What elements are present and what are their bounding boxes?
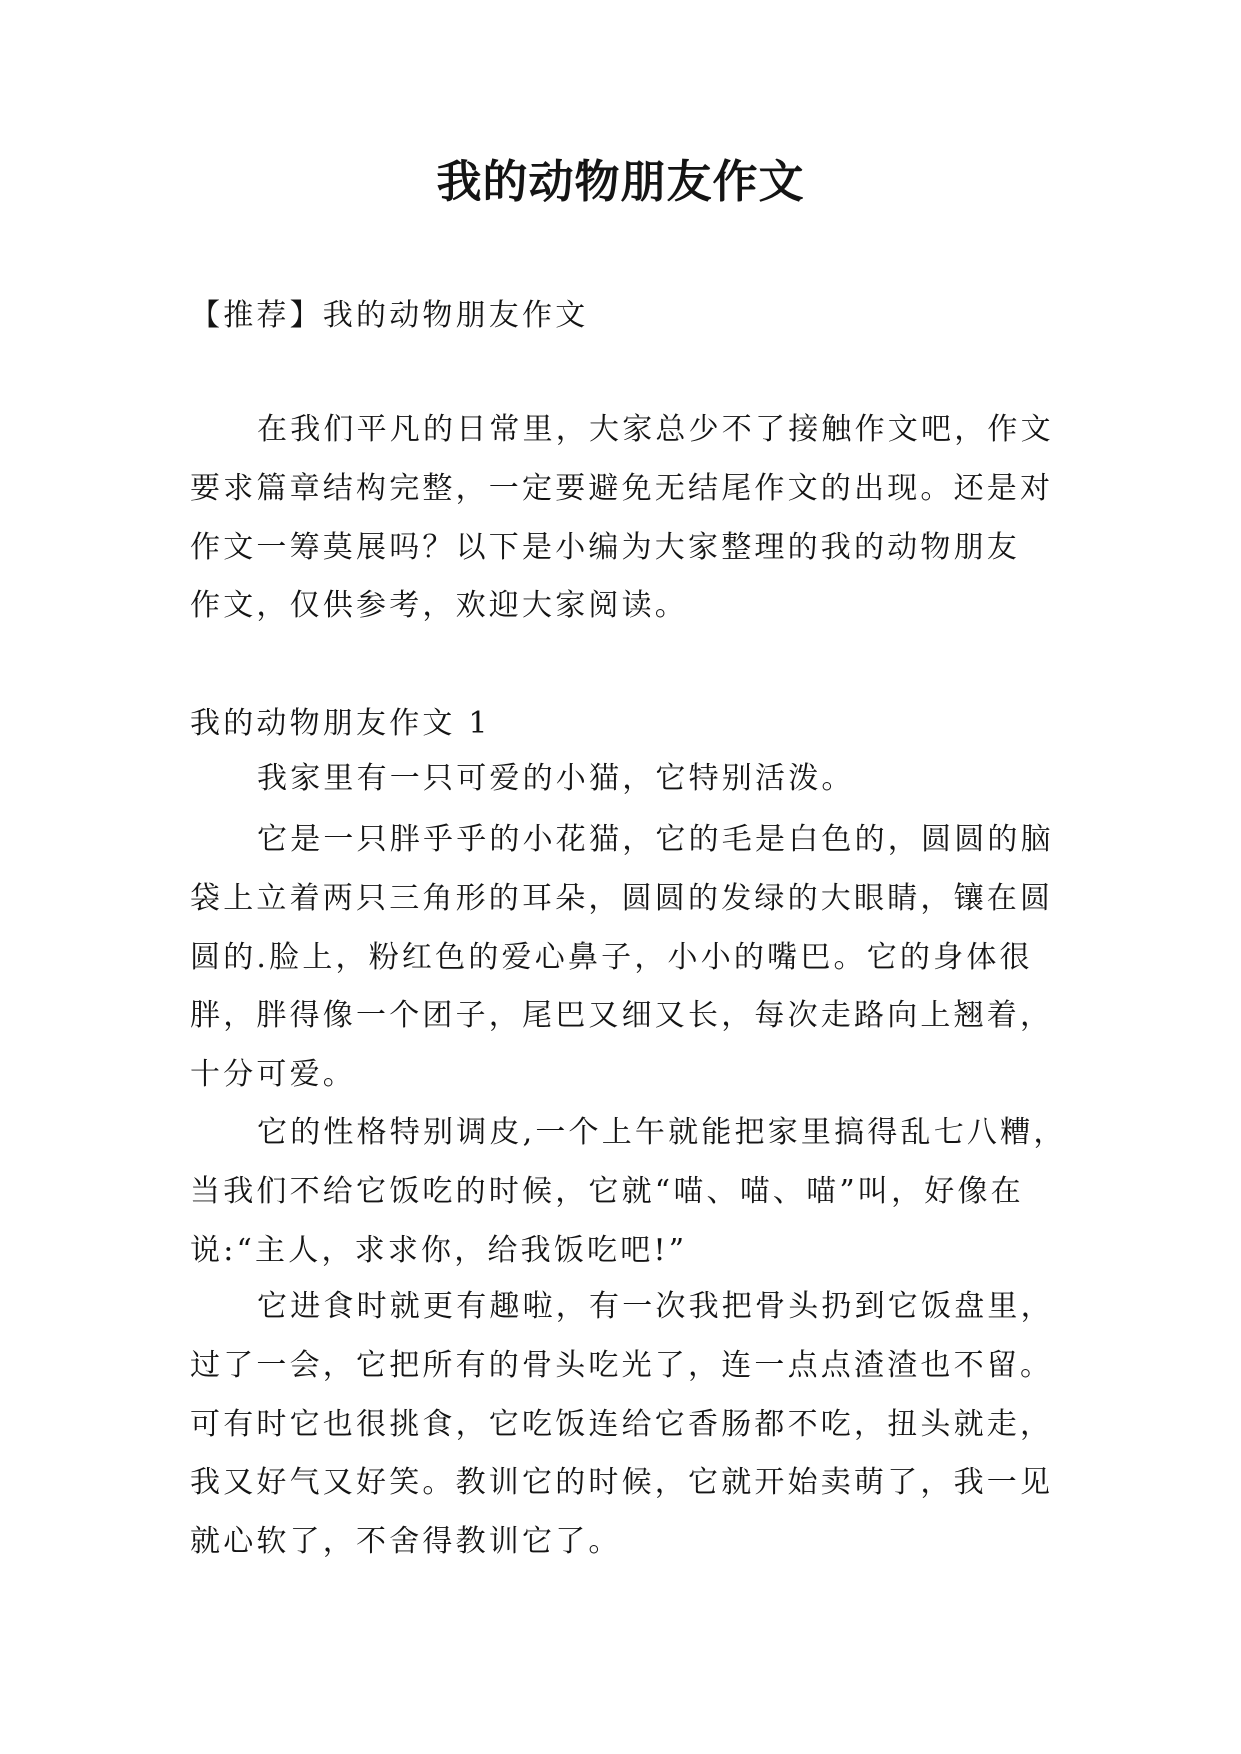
document-title: 我的动物朋友作文: [436, 155, 805, 208]
paragraph-line: 它的性格特别调皮,一个上午就能把家里搞得乱七八糟，: [257, 1115, 1067, 1150]
paragraph-line: 当我们不给它饭吃的时候，它就“喵、喵、喵”叫，好像在: [190, 1173, 1024, 1209]
paragraph-line: 我家里有一只可爱的小猫，它特别活泼。: [257, 761, 855, 796]
paragraph-line: 作文一筹莫展吗？以下是小编为大家整理的我的动物朋友: [190, 529, 1020, 565]
section-heading: [190, 695, 1150, 754]
paragraph-line: 袋上立着两只三角形的耳朵，圆圆的发绿的大眼睛，镶在圆: [190, 880, 1054, 916]
section-paragraph: [190, 811, 1150, 1105]
paragraph-line: 要求篇章结构完整，一定要避免无结尾作文的出现。还是对: [190, 470, 1054, 506]
paragraph-line: 我又好气又好笑。教训它的时候，它就开始卖萌了，我一见: [190, 1465, 1054, 1501]
section-paragraph: [190, 750, 1150, 809]
section-paragraph: [190, 1278, 1150, 1572]
paragraph-line: 十分可爱。: [190, 1057, 356, 1093]
recommend-line: [190, 287, 1150, 346]
recommend-text: 【推荐】我的动物朋友作文: [190, 298, 589, 333]
section-paragraph: [190, 1104, 1150, 1280]
paragraph-line: 作文，仅供参考，欢迎大家阅读。: [190, 588, 688, 624]
paragraph-line: 它进食时就更有趣啦，有一次我把骨头扔到它饭盘里，: [257, 1289, 1054, 1324]
paragraph-line: 在我们平凡的日常里，大家总少不了接触作文吧，作文: [257, 412, 1054, 447]
paragraph-line: 可有时它也很挑食，它吃饭连给它香肠都不吃，扭头就走，: [190, 1406, 1054, 1442]
section-heading-text: 我的动物朋友作文 1: [190, 706, 491, 741]
intro-paragraph: [190, 401, 1150, 636]
paragraph-line: 胖，胖得像一个团子，尾巴又细又长，每次走路向上翘着，: [190, 998, 1054, 1034]
paragraph-line: 它是一只胖乎乎的小花猫，它的毛是白色的，圆圆的脑: [257, 822, 1054, 857]
paragraph-line: 说:“主人，求求你，给我饭吃吧!”: [190, 1232, 688, 1268]
paragraph-line: 就心软了，不舍得教训它了。: [190, 1524, 622, 1560]
paragraph-line: 圆的.脸上，粉红色的爱心鼻子，小小的嘴巴。它的身体很: [190, 939, 1033, 975]
paragraph-line: 过了一会，它把所有的骨头吃光了，连一点点渣渣也不留。: [190, 1347, 1054, 1383]
